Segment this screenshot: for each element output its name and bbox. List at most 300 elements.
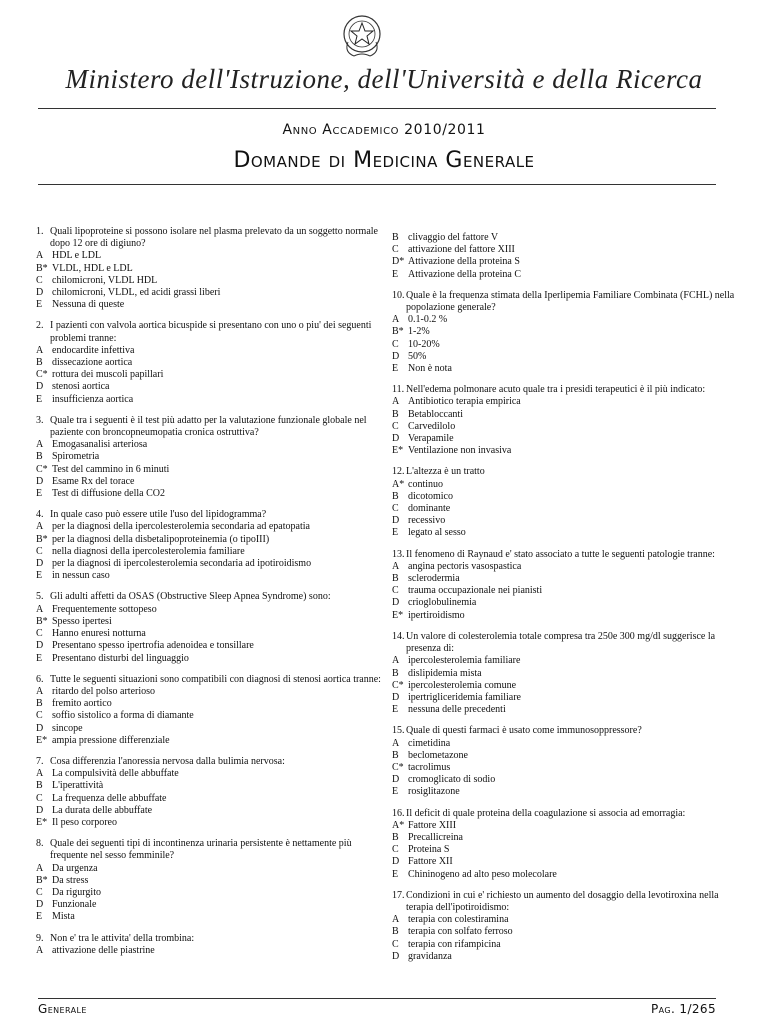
option-letter: C bbox=[36, 886, 43, 898]
answer-option bbox=[392, 409, 744, 421]
answer-option bbox=[36, 793, 388, 805]
question-text: I pazienti con valvola aortica bicuspide si presentano con uno o piu' dei seguenti problemi tranne: bbox=[50, 320, 372, 344]
answer-option bbox=[36, 817, 388, 829]
option-letter: B bbox=[392, 408, 399, 420]
answer-option bbox=[36, 521, 388, 533]
question-number: 6. bbox=[36, 673, 44, 685]
option-letter: B* bbox=[36, 533, 48, 545]
answer-option bbox=[392, 951, 744, 963]
option-letter: E bbox=[392, 704, 399, 716]
answer-option bbox=[392, 738, 744, 750]
question-text: Nell'edema polmonare acuto quale tra i presidi terapeutici è il più indicato: bbox=[406, 384, 706, 396]
option-letter: D bbox=[392, 433, 400, 445]
page-title: Domande di Medicina Generale bbox=[233, 148, 535, 173]
answer-option bbox=[36, 875, 388, 887]
option-letter: C bbox=[392, 420, 399, 432]
answer-option bbox=[36, 381, 388, 393]
header-divider bbox=[38, 108, 716, 109]
option-letter: A bbox=[392, 655, 400, 667]
option-text: Spirometria bbox=[52, 451, 100, 463]
option-text: chilomicroni, VLDL, ed acidi grassi liberi bbox=[52, 287, 221, 299]
answer-option bbox=[36, 464, 388, 476]
option-text: Chininogeno ad alto peso molecolare bbox=[408, 868, 557, 880]
option-text: dominante bbox=[408, 503, 451, 515]
option-letter: D bbox=[392, 597, 400, 609]
option-letter: C bbox=[392, 244, 399, 256]
option-letter: C bbox=[36, 710, 43, 722]
option-text: HDL e LDL bbox=[52, 250, 102, 262]
answer-option bbox=[392, 314, 744, 326]
answer-option bbox=[392, 926, 744, 938]
option-letter: B* bbox=[36, 615, 48, 627]
option-text: Precallicreina bbox=[408, 831, 463, 843]
question-text: Cosa differenzia l'anoressia nervosa dalla bulimia nervosa: bbox=[50, 755, 285, 767]
question-stem bbox=[392, 890, 744, 914]
option-letter: A bbox=[36, 521, 44, 533]
answer-option bbox=[36, 735, 388, 747]
answer-option bbox=[392, 515, 744, 527]
option-letter: A bbox=[392, 396, 400, 408]
answer-option bbox=[392, 269, 744, 281]
option-text: trauma occupazionale nei pianisti bbox=[408, 585, 543, 597]
question-text: Il deficit di quale proteina della coagulazione si associa ad emorragia: bbox=[406, 807, 686, 819]
answer-option bbox=[392, 939, 744, 951]
option-text: cromoglicato di sodio bbox=[408, 774, 496, 786]
option-text: Test del cammino in 6 minuti bbox=[52, 463, 170, 475]
option-text: Il peso corporeo bbox=[52, 816, 117, 828]
option-letter: C bbox=[392, 585, 399, 597]
option-text: sincope bbox=[52, 722, 83, 734]
question-item bbox=[36, 415, 388, 500]
question-stem bbox=[36, 838, 388, 862]
option-letter: E* bbox=[36, 816, 48, 828]
answer-option bbox=[392, 774, 744, 786]
answer-option bbox=[36, 476, 388, 488]
option-letter: E bbox=[392, 527, 399, 539]
answer-option bbox=[36, 250, 388, 262]
option-letter: B bbox=[36, 698, 43, 710]
option-text: terapia con solfato ferroso bbox=[408, 926, 513, 938]
question-item bbox=[36, 509, 388, 582]
option-letter: D bbox=[36, 475, 44, 487]
option-letter: C bbox=[36, 274, 43, 286]
answer-option bbox=[392, 363, 744, 375]
answer-option bbox=[392, 786, 744, 798]
option-text: per la diagnosi della disbetalipoproteinemia (o tipoIII) bbox=[52, 533, 270, 545]
answer-option bbox=[392, 762, 744, 774]
answer-option bbox=[392, 573, 744, 585]
option-text: Test di diffusione della CO2 bbox=[52, 488, 165, 500]
option-text: ipercolesterolemia familiare bbox=[408, 655, 521, 667]
option-letter: C bbox=[392, 844, 399, 856]
option-letter: C* bbox=[36, 463, 48, 475]
answer-option bbox=[36, 546, 388, 558]
title-divider bbox=[38, 184, 716, 185]
question-text: In quale caso può essere utile l'uso del lipidogramma? bbox=[50, 509, 267, 521]
option-text: Proteina S bbox=[408, 844, 450, 856]
question-item bbox=[36, 226, 388, 311]
option-text: recessivo bbox=[408, 515, 446, 527]
question-text: Quale è la frequenza stimata della Iperlipemia Familiare Combinata (FCHL) nella popolazione generale? bbox=[406, 289, 735, 314]
question-text: Tutte le seguenti situazioni sono compatibili con diagnosi di stenosi aortica tranne: bbox=[50, 673, 381, 685]
answer-option bbox=[36, 345, 388, 357]
footer-divider bbox=[38, 998, 716, 999]
question-number: 3. bbox=[36, 414, 44, 426]
option-letter: E bbox=[36, 299, 43, 311]
question-number: 10. bbox=[392, 289, 405, 301]
question-stem bbox=[392, 725, 744, 737]
answer-option bbox=[36, 780, 388, 792]
answer-option bbox=[392, 610, 744, 622]
option-text: legato al sesso bbox=[408, 527, 466, 539]
answer-option bbox=[36, 710, 388, 722]
answer-option bbox=[36, 451, 388, 463]
question-number: 14. bbox=[392, 630, 405, 642]
answer-option bbox=[392, 856, 744, 868]
republic-emblem-icon bbox=[340, 12, 384, 60]
option-letter: C* bbox=[392, 679, 404, 691]
option-text: in nessun caso bbox=[52, 570, 110, 582]
question-stem bbox=[392, 290, 744, 314]
option-letter: D bbox=[36, 558, 44, 570]
option-text: ipercolesterolemia comune bbox=[408, 679, 517, 691]
option-letter: C bbox=[392, 338, 399, 350]
answer-option bbox=[392, 914, 744, 926]
page-number: Pag. 1/265 bbox=[651, 1002, 716, 1016]
option-letter: A bbox=[36, 250, 44, 262]
option-letter: A bbox=[392, 737, 400, 749]
option-letter: B bbox=[36, 780, 43, 792]
option-letter: D bbox=[392, 774, 400, 786]
question-text: Quale dei seguenti tipi di incontinenza urinaria persistente è nettamente più frequente nel sesso femminile? bbox=[50, 838, 352, 862]
answer-option bbox=[392, 869, 744, 881]
option-letter: E bbox=[36, 911, 43, 923]
question-item bbox=[36, 933, 388, 957]
question-item bbox=[392, 466, 744, 539]
option-text: Da urgenza bbox=[52, 862, 98, 874]
option-letter: D bbox=[36, 722, 44, 734]
option-letter: A bbox=[36, 768, 44, 780]
option-text: tacrolimus bbox=[408, 761, 451, 773]
answer-option bbox=[36, 488, 388, 500]
option-text: dicotomico bbox=[408, 490, 453, 502]
ministry-name: Ministero dell'Istruzione, dell'Università e della Ricerca bbox=[65, 64, 703, 94]
answer-option bbox=[36, 534, 388, 546]
question-stem bbox=[392, 808, 744, 820]
option-letter: B bbox=[392, 749, 399, 761]
option-text: ampia pressione differenziale bbox=[52, 734, 170, 746]
option-text: Ventilazione non invasiva bbox=[408, 445, 512, 457]
answer-option bbox=[36, 570, 388, 582]
option-letter: C* bbox=[392, 761, 404, 773]
answer-option bbox=[392, 704, 744, 716]
question-item bbox=[36, 838, 388, 923]
option-text: insufficienza aortica bbox=[52, 393, 134, 405]
option-text: 50% bbox=[408, 350, 427, 362]
option-letter: B bbox=[36, 451, 43, 463]
answer-option bbox=[36, 357, 388, 369]
footer-section: Generale bbox=[38, 1002, 87, 1016]
question-number: 7. bbox=[36, 755, 44, 767]
question-text: Quale tra i seguenti è il test più adatto per la valutazione funzionale globale nel paziente con broncopneumopatia cronica ostruttiva? bbox=[50, 414, 367, 439]
answer-option bbox=[36, 628, 388, 640]
option-text: gravidanza bbox=[408, 950, 452, 962]
option-letter: C bbox=[36, 628, 43, 640]
question-stem bbox=[392, 466, 744, 478]
answer-option bbox=[36, 887, 388, 899]
option-letter: C bbox=[36, 792, 43, 804]
answer-option bbox=[392, 351, 744, 363]
question-item bbox=[392, 808, 744, 881]
answer-option bbox=[36, 558, 388, 570]
option-text: beclometazone bbox=[408, 749, 468, 761]
answer-option bbox=[36, 439, 388, 451]
answer-option bbox=[392, 326, 744, 338]
answer-option bbox=[36, 275, 388, 287]
question-number: 8. bbox=[36, 838, 44, 850]
answer-option bbox=[392, 832, 744, 844]
right-column bbox=[392, 232, 744, 972]
answer-option bbox=[392, 433, 744, 445]
option-text: Presentano spesso ipertrofia adenoidea e tonsillare bbox=[52, 640, 254, 652]
question-number: 11. bbox=[392, 384, 405, 396]
question-stem bbox=[36, 509, 388, 521]
option-letter: E bbox=[392, 363, 399, 375]
option-text: clivaggio del fattore V bbox=[408, 232, 499, 243]
option-text: Attivazione della proteina C bbox=[408, 268, 522, 280]
option-text: ipertiroidismo bbox=[408, 609, 465, 621]
option-letter: A bbox=[36, 685, 44, 697]
answer-option bbox=[392, 503, 744, 515]
option-text: 10-20% bbox=[408, 338, 440, 350]
question-stem bbox=[36, 591, 388, 603]
question-number: 4. bbox=[36, 509, 44, 521]
question-stem bbox=[36, 320, 388, 344]
option-letter: A bbox=[36, 862, 44, 874]
option-letter: A bbox=[36, 603, 44, 615]
answer-option bbox=[36, 263, 388, 275]
option-text: nessuna delle precedenti bbox=[408, 704, 506, 716]
option-letter: A* bbox=[392, 478, 405, 490]
question-stem bbox=[36, 756, 388, 768]
option-letter: D* bbox=[392, 256, 405, 268]
option-letter: A* bbox=[392, 819, 405, 831]
question-item bbox=[36, 591, 388, 664]
answer-option bbox=[392, 232, 744, 244]
answer-option bbox=[392, 479, 744, 491]
option-letter: D bbox=[392, 350, 400, 362]
option-text: ritardo del polso arterioso bbox=[52, 685, 156, 697]
answer-option bbox=[392, 750, 744, 762]
answer-option bbox=[36, 299, 388, 311]
answer-option bbox=[392, 421, 744, 433]
option-letter: C bbox=[392, 503, 399, 515]
option-text: Esame Rx del torace bbox=[52, 475, 135, 487]
option-text: sclerodermia bbox=[408, 573, 460, 585]
option-letter: D bbox=[36, 899, 44, 911]
answer-option bbox=[36, 805, 388, 817]
option-letter: E* bbox=[36, 734, 48, 746]
option-letter: E bbox=[36, 393, 43, 405]
option-letter: E bbox=[392, 786, 399, 798]
option-text: Emogasanalisi arteriosa bbox=[52, 439, 148, 451]
option-letter: A bbox=[392, 560, 400, 572]
option-text: La durata delle abbuffate bbox=[52, 804, 153, 816]
option-text: cimetidina bbox=[408, 737, 451, 749]
question-text: Quali lipoproteine si possono isolare nel plasma prelevato da un soggetto normale dopo 12 ore di digiuno? bbox=[50, 226, 378, 250]
question-item bbox=[392, 384, 744, 457]
question-number: 9. bbox=[36, 932, 44, 944]
option-letter: D bbox=[36, 804, 44, 816]
answer-option bbox=[392, 396, 744, 408]
question-number: 12. bbox=[392, 466, 405, 478]
answer-option bbox=[36, 653, 388, 665]
option-text: chilomicroni, VLDL HDL bbox=[52, 274, 158, 286]
option-letter: E bbox=[36, 488, 43, 500]
question-item bbox=[392, 290, 744, 375]
option-text: Non è nota bbox=[408, 363, 452, 375]
option-letter: A bbox=[36, 944, 44, 956]
question-text: Quale di questi farmaci è usato come immunosoppressore? bbox=[406, 725, 642, 737]
question-number: 16. bbox=[392, 807, 405, 819]
option-text: 1-2% bbox=[408, 326, 430, 338]
option-text: L'iperattività bbox=[52, 780, 104, 792]
option-letter: B* bbox=[392, 326, 404, 338]
question-stem bbox=[36, 933, 388, 945]
question-stem bbox=[36, 674, 388, 686]
answer-option bbox=[36, 287, 388, 299]
option-text: nella diagnosi della ipercolesterolemia familiare bbox=[52, 545, 245, 557]
question-text: Il fenomeno di Raynaud e' stato associato a tutte le seguenti patologie tranne: bbox=[406, 548, 715, 560]
option-letter: D bbox=[392, 950, 400, 962]
option-text: terapia con rifampicina bbox=[408, 938, 501, 950]
option-text: dissecazione aortica bbox=[52, 357, 133, 369]
option-letter: B bbox=[392, 490, 399, 502]
answer-option bbox=[392, 844, 744, 856]
option-text: Frequentemente sottopeso bbox=[52, 603, 157, 615]
answer-option bbox=[36, 394, 388, 406]
option-letter: C* bbox=[36, 369, 48, 381]
question-stem bbox=[392, 631, 744, 655]
option-text: 0.1-0.2 % bbox=[408, 314, 448, 326]
option-letter: E bbox=[36, 570, 43, 582]
option-letter: E* bbox=[392, 609, 404, 621]
option-letter: E bbox=[392, 268, 399, 280]
answer-option bbox=[36, 640, 388, 652]
option-text: per la diagnosi della ipercolesterolemia secondaria ad epatopatia bbox=[52, 521, 310, 533]
option-letter: B bbox=[392, 831, 399, 843]
option-text: Fattore XII bbox=[408, 856, 453, 868]
option-text: attivazione delle piastrine bbox=[52, 944, 155, 956]
option-letter: A bbox=[36, 439, 44, 451]
option-letter: E* bbox=[392, 445, 404, 457]
option-letter: B bbox=[36, 357, 43, 369]
option-text: Fattore XIII bbox=[408, 819, 457, 831]
answer-option bbox=[36, 768, 388, 780]
option-text: attivazione del fattore XIII bbox=[408, 244, 515, 256]
option-text: terapia con colestiramina bbox=[408, 914, 509, 926]
left-column bbox=[36, 226, 388, 966]
option-letter: B bbox=[392, 573, 399, 585]
option-text: angina pectoris vasospastica bbox=[408, 560, 522, 572]
question-stem bbox=[392, 384, 744, 396]
option-text: VLDL, HDL e LDL bbox=[52, 262, 133, 274]
option-text: Nessuna di queste bbox=[52, 299, 125, 311]
option-letter: B bbox=[392, 232, 399, 243]
question-text: Un valore di colesterolemia totale compresa tra 250e 300 mg/dl suggerisce la presenza di: bbox=[406, 630, 716, 655]
option-text: ipertrigliceridemia familiare bbox=[408, 691, 521, 703]
option-text: Attivazione della proteina S bbox=[408, 256, 520, 268]
question-text: Non e' tra le attivita' della trombina: bbox=[50, 932, 195, 944]
option-text: fremito aortico bbox=[52, 698, 112, 710]
answer-option bbox=[392, 339, 744, 351]
option-text: La compulsività delle abbuffate bbox=[52, 768, 179, 780]
option-letter: D bbox=[392, 856, 400, 868]
option-letter: D bbox=[392, 691, 400, 703]
question-number: 13. bbox=[392, 548, 405, 560]
question-stem bbox=[36, 226, 388, 250]
answer-option bbox=[392, 445, 744, 457]
option-letter: A bbox=[392, 914, 400, 926]
answer-option bbox=[392, 668, 744, 680]
answer-option bbox=[392, 244, 744, 256]
option-text: Presentano disturbi del linguaggio bbox=[52, 652, 189, 664]
option-letter: D bbox=[36, 381, 44, 393]
option-text: per la diagnosi di ipercolesterolemia secondaria ad ipotiroidismo bbox=[52, 558, 312, 570]
question-number: 2. bbox=[36, 320, 44, 332]
answer-option bbox=[392, 561, 744, 573]
question-stem bbox=[392, 549, 744, 561]
option-text: soffio sistolico a forma di diamante bbox=[52, 710, 194, 722]
option-text: Verapamile bbox=[408, 433, 454, 445]
academic-year: Anno Accademico 2010/2011 bbox=[282, 122, 486, 138]
option-text: endocardite infettiva bbox=[52, 344, 135, 356]
answer-option bbox=[392, 655, 744, 667]
option-letter: D bbox=[36, 640, 44, 652]
option-letter: B* bbox=[36, 874, 48, 886]
question-item bbox=[392, 890, 744, 963]
answer-option bbox=[392, 527, 744, 539]
answer-option bbox=[36, 945, 388, 957]
option-text: continuo bbox=[408, 478, 443, 490]
question-text: L'altezza è un tratto bbox=[406, 466, 485, 478]
question-number: 5. bbox=[36, 591, 44, 603]
answer-option bbox=[392, 491, 744, 503]
answer-option bbox=[36, 863, 388, 875]
option-letter: C bbox=[392, 938, 399, 950]
option-letter: D bbox=[392, 515, 400, 527]
answer-option bbox=[36, 698, 388, 710]
question-item bbox=[392, 631, 744, 716]
option-text: Da stress bbox=[52, 874, 89, 886]
option-letter: E bbox=[392, 868, 399, 880]
option-text: La frequenza delle abbuffate bbox=[52, 792, 167, 804]
option-text: Spesso ipertesi bbox=[52, 615, 112, 627]
option-letter: B* bbox=[36, 262, 48, 274]
answer-option bbox=[36, 686, 388, 698]
question-number: 15. bbox=[392, 725, 405, 737]
option-text: crioglobulinemia bbox=[408, 597, 477, 609]
answer-option bbox=[36, 604, 388, 616]
option-text: rottura dei muscoli papillari bbox=[52, 369, 164, 381]
option-text: Da rigurgito bbox=[52, 886, 101, 898]
option-text: Betabloccanti bbox=[408, 408, 463, 420]
option-letter: E bbox=[36, 652, 43, 664]
question-text: Condizioni in cui e' richiesto un aumento del dosaggio della levotiroxina nella terapia dell'ipotiroidismo: bbox=[406, 889, 719, 913]
option-text: dislipidemia mista bbox=[408, 667, 482, 679]
answer-option bbox=[392, 820, 744, 832]
option-text: Mista bbox=[52, 911, 75, 923]
